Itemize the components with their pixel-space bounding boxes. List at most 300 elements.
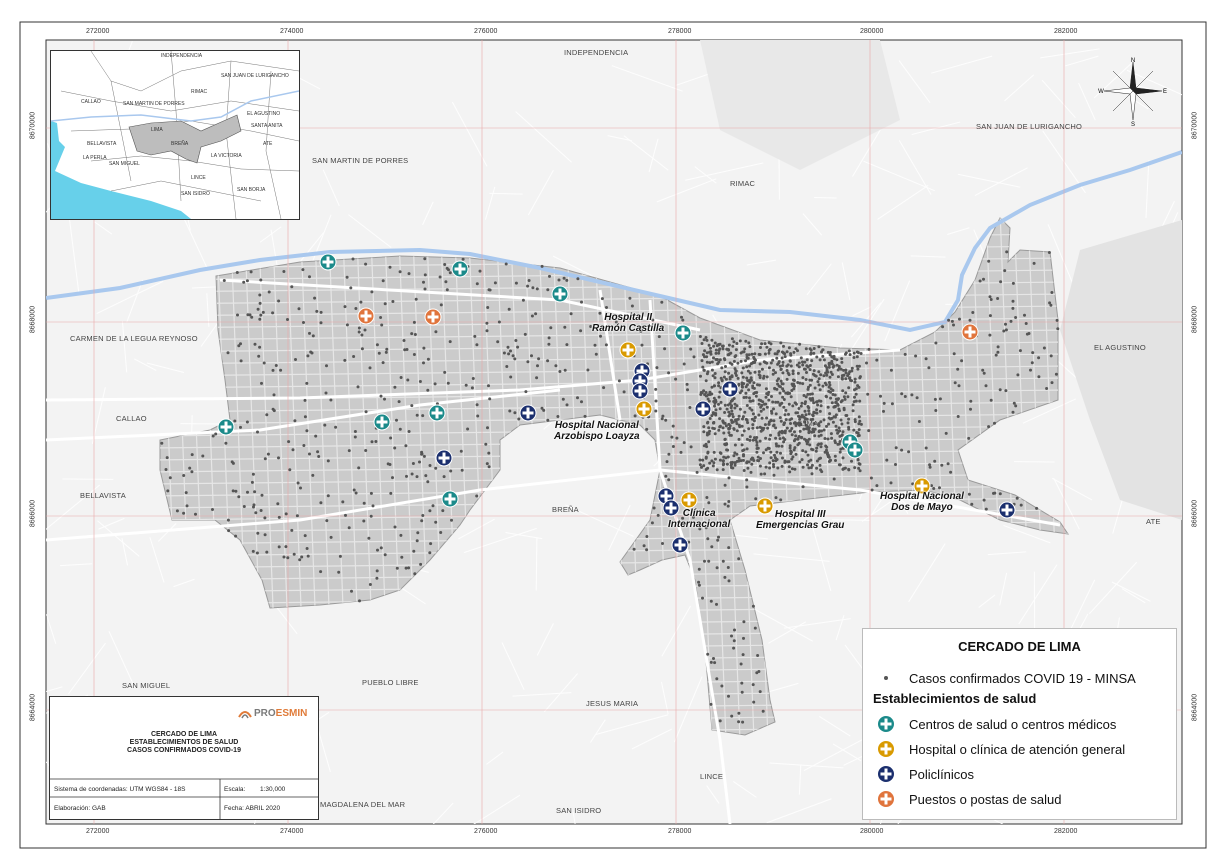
area-label-san-isidro: SAN ISIDRO bbox=[556, 806, 602, 815]
case-point bbox=[744, 340, 747, 343]
case-point bbox=[298, 307, 301, 310]
case-point bbox=[580, 400, 583, 403]
case-point bbox=[1056, 327, 1059, 330]
case-point bbox=[805, 439, 808, 442]
case-point bbox=[723, 438, 726, 441]
marker-cross-h bbox=[684, 499, 695, 502]
case-point bbox=[429, 542, 432, 545]
case-point bbox=[537, 357, 540, 360]
case-point bbox=[285, 512, 288, 515]
case-point bbox=[828, 412, 831, 415]
case-point bbox=[703, 349, 706, 352]
case-point bbox=[786, 369, 789, 372]
case-point bbox=[1005, 250, 1008, 253]
case-point bbox=[844, 414, 847, 417]
case-point bbox=[738, 457, 741, 460]
case-point bbox=[752, 381, 755, 384]
case-point bbox=[246, 279, 249, 282]
case-point bbox=[242, 281, 245, 284]
legend bbox=[862, 628, 1177, 820]
case-point bbox=[983, 372, 986, 375]
case-point bbox=[781, 465, 784, 468]
case-point bbox=[767, 399, 770, 402]
case-point bbox=[789, 352, 792, 355]
case-point bbox=[842, 456, 845, 459]
case-point bbox=[240, 359, 243, 362]
case-point bbox=[708, 462, 711, 465]
case-point bbox=[736, 362, 739, 365]
case-point bbox=[791, 383, 794, 386]
case-point bbox=[788, 470, 791, 473]
case-point bbox=[699, 335, 702, 338]
case-point bbox=[1020, 504, 1023, 507]
case-point bbox=[508, 308, 511, 311]
case-point bbox=[839, 440, 842, 443]
case-point bbox=[405, 475, 408, 478]
case-point bbox=[759, 406, 762, 409]
case-point bbox=[352, 258, 355, 261]
case-point bbox=[834, 441, 837, 444]
coordinate-system: Sistema de coordenadas: UTM WGS84 - 18S bbox=[54, 786, 186, 793]
case-point bbox=[391, 476, 394, 479]
case-point bbox=[655, 366, 658, 369]
case-point bbox=[738, 425, 741, 428]
case-point bbox=[819, 464, 822, 467]
case-point bbox=[788, 403, 791, 406]
case-point bbox=[385, 348, 388, 351]
x-tick-top-2: 274000 bbox=[280, 28, 304, 35]
case-point bbox=[768, 423, 771, 426]
case-point bbox=[827, 423, 830, 426]
case-point bbox=[717, 536, 720, 539]
case-point bbox=[714, 432, 717, 435]
case-point bbox=[775, 357, 778, 360]
case-point bbox=[423, 455, 426, 458]
case-point bbox=[260, 509, 263, 512]
label-line: Hospital III bbox=[774, 509, 826, 520]
case-point bbox=[194, 513, 197, 516]
case-point bbox=[794, 434, 797, 437]
legend-row-cases bbox=[877, 669, 1136, 687]
case-point bbox=[476, 282, 479, 285]
case-point bbox=[723, 376, 726, 379]
policlinico-marker bbox=[632, 383, 648, 399]
case-point bbox=[934, 398, 937, 401]
case-point bbox=[526, 360, 529, 363]
case-point bbox=[421, 414, 424, 417]
case-point bbox=[987, 260, 990, 263]
case-point bbox=[258, 346, 261, 349]
case-point bbox=[400, 376, 403, 379]
case-point bbox=[259, 314, 262, 317]
case-point bbox=[706, 467, 709, 470]
case-point bbox=[809, 384, 812, 387]
case-point bbox=[683, 363, 686, 366]
case-point bbox=[775, 496, 778, 499]
case-point bbox=[999, 280, 1002, 283]
case-point bbox=[783, 352, 786, 355]
case-point bbox=[441, 509, 444, 512]
case-point bbox=[765, 466, 768, 469]
case-point bbox=[722, 460, 725, 463]
case-point bbox=[790, 417, 793, 420]
case-point bbox=[904, 353, 907, 356]
case-point bbox=[789, 450, 792, 453]
area-label-pueblo-libre: PUEBLO LIBRE bbox=[362, 678, 419, 687]
case-point bbox=[735, 342, 738, 345]
puesto-de-salud-marker bbox=[358, 308, 374, 324]
case-point bbox=[236, 271, 239, 274]
case-point bbox=[764, 437, 767, 440]
case-point bbox=[951, 320, 954, 323]
case-point bbox=[717, 384, 720, 387]
case-point bbox=[182, 474, 185, 477]
case-point bbox=[725, 442, 728, 445]
case-point bbox=[287, 440, 290, 443]
case-point bbox=[680, 451, 683, 454]
case-point bbox=[1048, 251, 1051, 254]
case-point bbox=[737, 720, 740, 723]
case-point bbox=[857, 432, 860, 435]
area-label-callao: CALLAO bbox=[116, 414, 147, 423]
case-point bbox=[531, 315, 534, 318]
case-point bbox=[446, 288, 449, 291]
case-point bbox=[541, 407, 544, 410]
case-point bbox=[777, 377, 780, 380]
case-point bbox=[601, 297, 604, 300]
case-point bbox=[476, 415, 479, 418]
case-point bbox=[563, 326, 566, 329]
case-point bbox=[774, 456, 777, 459]
case-point bbox=[404, 444, 407, 447]
case-point bbox=[805, 364, 808, 367]
case-point bbox=[1045, 387, 1048, 390]
case-point bbox=[841, 389, 844, 392]
case-point bbox=[703, 338, 706, 341]
case-point bbox=[793, 351, 796, 354]
case-point bbox=[854, 378, 857, 381]
case-point bbox=[302, 321, 305, 324]
case-point bbox=[741, 434, 744, 437]
case-point bbox=[1050, 291, 1053, 294]
case-point bbox=[462, 258, 465, 261]
case-point bbox=[720, 366, 723, 369]
case-point bbox=[781, 396, 784, 399]
case-point bbox=[711, 369, 714, 372]
compass-rose-icon bbox=[1098, 56, 1168, 126]
case-point bbox=[890, 481, 893, 484]
case-point bbox=[812, 411, 815, 414]
case-point bbox=[305, 382, 308, 385]
case-point bbox=[712, 374, 715, 377]
case-point bbox=[733, 360, 736, 363]
case-point bbox=[548, 336, 551, 339]
case-point bbox=[737, 418, 740, 421]
case-point bbox=[701, 391, 704, 394]
area-label-independencia: INDEPENDENCIA bbox=[564, 48, 629, 57]
case-point bbox=[782, 406, 785, 409]
case-point bbox=[524, 390, 527, 393]
case-point bbox=[829, 391, 832, 394]
case-point bbox=[707, 426, 710, 429]
case-point bbox=[735, 422, 738, 425]
case-point bbox=[411, 473, 414, 476]
case-point bbox=[821, 355, 824, 358]
centro-de-salud-marker bbox=[675, 325, 691, 341]
case-point bbox=[798, 461, 801, 464]
case-point bbox=[983, 499, 986, 502]
case-point bbox=[787, 363, 790, 366]
inset-label-ate: ATE bbox=[263, 141, 273, 147]
case-point bbox=[717, 429, 720, 432]
case-point bbox=[807, 454, 810, 457]
case-point bbox=[528, 279, 531, 282]
case-point bbox=[801, 402, 804, 405]
case-point bbox=[729, 461, 732, 464]
case-point bbox=[802, 428, 805, 431]
case-point bbox=[709, 347, 712, 350]
case-point bbox=[842, 430, 845, 433]
case-point bbox=[858, 428, 861, 431]
case-point bbox=[792, 379, 795, 382]
case-point bbox=[788, 465, 791, 468]
label-hospital-grau bbox=[756, 509, 844, 531]
case-point bbox=[645, 548, 648, 551]
case-point bbox=[605, 306, 608, 309]
case-point bbox=[548, 275, 551, 278]
case-point bbox=[1004, 389, 1007, 392]
case-point bbox=[701, 459, 704, 462]
case-point bbox=[735, 348, 738, 351]
case-point bbox=[494, 281, 497, 284]
case-point bbox=[830, 432, 833, 435]
case-point bbox=[828, 460, 831, 463]
case-point bbox=[488, 465, 491, 468]
case-point bbox=[710, 414, 713, 417]
case-point bbox=[820, 445, 823, 448]
case-point bbox=[844, 377, 847, 380]
case-point bbox=[910, 393, 913, 396]
case-point bbox=[361, 347, 364, 350]
case-point bbox=[847, 372, 850, 375]
case-point bbox=[512, 354, 515, 357]
case-point bbox=[346, 276, 349, 279]
case-point bbox=[288, 468, 291, 471]
case-point bbox=[465, 384, 468, 387]
case-point bbox=[426, 389, 429, 392]
case-point bbox=[970, 503, 973, 506]
case-point bbox=[703, 560, 706, 563]
case-point bbox=[744, 359, 747, 362]
case-point bbox=[790, 365, 793, 368]
case-point bbox=[275, 364, 278, 367]
case-point bbox=[370, 515, 373, 518]
x-tick-top-1: 272000 bbox=[86, 28, 110, 35]
case-point bbox=[838, 429, 841, 432]
case-point bbox=[344, 514, 347, 517]
x-tick-top-5: 280000 bbox=[860, 28, 884, 35]
case-point bbox=[754, 497, 757, 500]
case-point bbox=[634, 414, 637, 417]
case-point bbox=[1051, 381, 1054, 384]
case-point bbox=[654, 388, 657, 391]
case-point bbox=[777, 432, 780, 435]
case-point bbox=[817, 345, 820, 348]
case-point bbox=[699, 375, 702, 378]
case-point bbox=[776, 383, 779, 386]
case-point bbox=[918, 420, 921, 423]
case-point bbox=[663, 347, 666, 350]
case-point bbox=[719, 407, 722, 410]
case-point bbox=[808, 430, 811, 433]
case-point bbox=[334, 426, 337, 429]
case-point bbox=[834, 394, 837, 397]
case-point bbox=[843, 395, 846, 398]
case-point bbox=[746, 356, 749, 359]
case-point bbox=[779, 437, 782, 440]
case-point bbox=[780, 420, 783, 423]
case-point bbox=[1029, 369, 1032, 372]
case-point bbox=[815, 408, 818, 411]
case-point bbox=[815, 356, 818, 359]
case-point bbox=[645, 535, 648, 538]
legend-subtitle: Establecimientos de salud bbox=[873, 691, 1037, 706]
case-point bbox=[1025, 322, 1028, 325]
case-point bbox=[349, 286, 352, 289]
case-point bbox=[262, 311, 265, 314]
case-point bbox=[982, 278, 985, 281]
case-point bbox=[811, 472, 814, 475]
case-point bbox=[449, 271, 452, 274]
case-point bbox=[259, 302, 262, 305]
case-point bbox=[1043, 347, 1046, 350]
case-point bbox=[852, 429, 855, 432]
case-point bbox=[717, 361, 720, 364]
case-point bbox=[424, 288, 427, 291]
case-point bbox=[724, 484, 727, 487]
case-point bbox=[738, 415, 741, 418]
case-point bbox=[742, 653, 745, 656]
area-label-el-agustino: EL AGUSTINO bbox=[1094, 343, 1146, 352]
case-point bbox=[712, 657, 715, 660]
case-point bbox=[823, 418, 826, 421]
case-point bbox=[422, 347, 425, 350]
case-point bbox=[839, 451, 842, 454]
case-point bbox=[389, 266, 392, 269]
case-point bbox=[660, 301, 663, 304]
case-point bbox=[812, 373, 815, 376]
case-point bbox=[859, 375, 862, 378]
case-point bbox=[831, 401, 834, 404]
case-point bbox=[773, 474, 776, 477]
case-point bbox=[741, 721, 744, 724]
case-point bbox=[816, 460, 819, 463]
case-point bbox=[434, 330, 437, 333]
y-tick-right-2: 8668000 bbox=[1191, 305, 1199, 334]
case-point bbox=[797, 415, 800, 418]
case-point bbox=[705, 394, 708, 397]
case-point bbox=[844, 353, 847, 356]
case-point bbox=[427, 358, 430, 361]
area-label-brena: BREÑA bbox=[552, 505, 579, 514]
case-point bbox=[828, 381, 831, 384]
case-point bbox=[487, 452, 490, 455]
case-point bbox=[727, 431, 730, 434]
case-point bbox=[829, 397, 832, 400]
case-point bbox=[817, 370, 820, 373]
case-point bbox=[421, 514, 424, 517]
case-point bbox=[307, 555, 310, 558]
case-point bbox=[1056, 319, 1059, 322]
case-point bbox=[260, 382, 263, 385]
case-point bbox=[804, 368, 807, 371]
case-point bbox=[804, 410, 807, 413]
case-point bbox=[820, 404, 823, 407]
case-point bbox=[681, 319, 684, 322]
case-point bbox=[891, 402, 894, 405]
case-point bbox=[264, 457, 267, 460]
case-point bbox=[702, 369, 705, 372]
case-point bbox=[667, 478, 670, 481]
case-point bbox=[756, 654, 759, 657]
case-point bbox=[723, 576, 726, 579]
case-point bbox=[727, 566, 730, 569]
case-point bbox=[780, 368, 783, 371]
case-point bbox=[699, 459, 702, 462]
marker-cross-h bbox=[698, 408, 709, 411]
scale-label: Escala: bbox=[224, 786, 246, 793]
case-point bbox=[823, 358, 826, 361]
case-point bbox=[722, 560, 725, 563]
case-point bbox=[531, 286, 534, 289]
case-point bbox=[737, 557, 740, 560]
case-point bbox=[820, 442, 823, 445]
case-point bbox=[781, 357, 784, 360]
case-point bbox=[854, 418, 857, 421]
case-point bbox=[734, 367, 737, 370]
case-point bbox=[742, 415, 745, 418]
case-point bbox=[774, 426, 777, 429]
case-point bbox=[389, 463, 392, 466]
case-point bbox=[777, 362, 780, 365]
case-point bbox=[408, 272, 411, 275]
compass-n: N bbox=[1130, 58, 1136, 64]
case-point bbox=[755, 451, 758, 454]
case-point bbox=[364, 263, 367, 266]
case-point bbox=[1014, 404, 1017, 407]
case-point bbox=[819, 400, 822, 403]
case-point bbox=[327, 494, 330, 497]
case-point bbox=[749, 435, 752, 438]
case-point bbox=[710, 600, 713, 603]
case-point bbox=[752, 683, 755, 686]
case-point bbox=[742, 376, 745, 379]
case-point bbox=[466, 428, 469, 431]
case-point bbox=[779, 404, 782, 407]
case-point bbox=[354, 307, 357, 310]
case-point bbox=[534, 312, 537, 315]
legend-puestos-label: Puestos o postas de salud bbox=[909, 791, 1062, 807]
case-point bbox=[844, 391, 847, 394]
title-line-3: CASOS CONFIRMADOS COVID-19 bbox=[127, 747, 241, 754]
inset-label-callao: CALLAO bbox=[81, 99, 101, 105]
case-point bbox=[847, 418, 850, 421]
case-point bbox=[513, 411, 516, 414]
case-point bbox=[709, 417, 712, 420]
case-point bbox=[325, 519, 328, 522]
case-point bbox=[787, 372, 790, 375]
case-point bbox=[825, 366, 828, 369]
